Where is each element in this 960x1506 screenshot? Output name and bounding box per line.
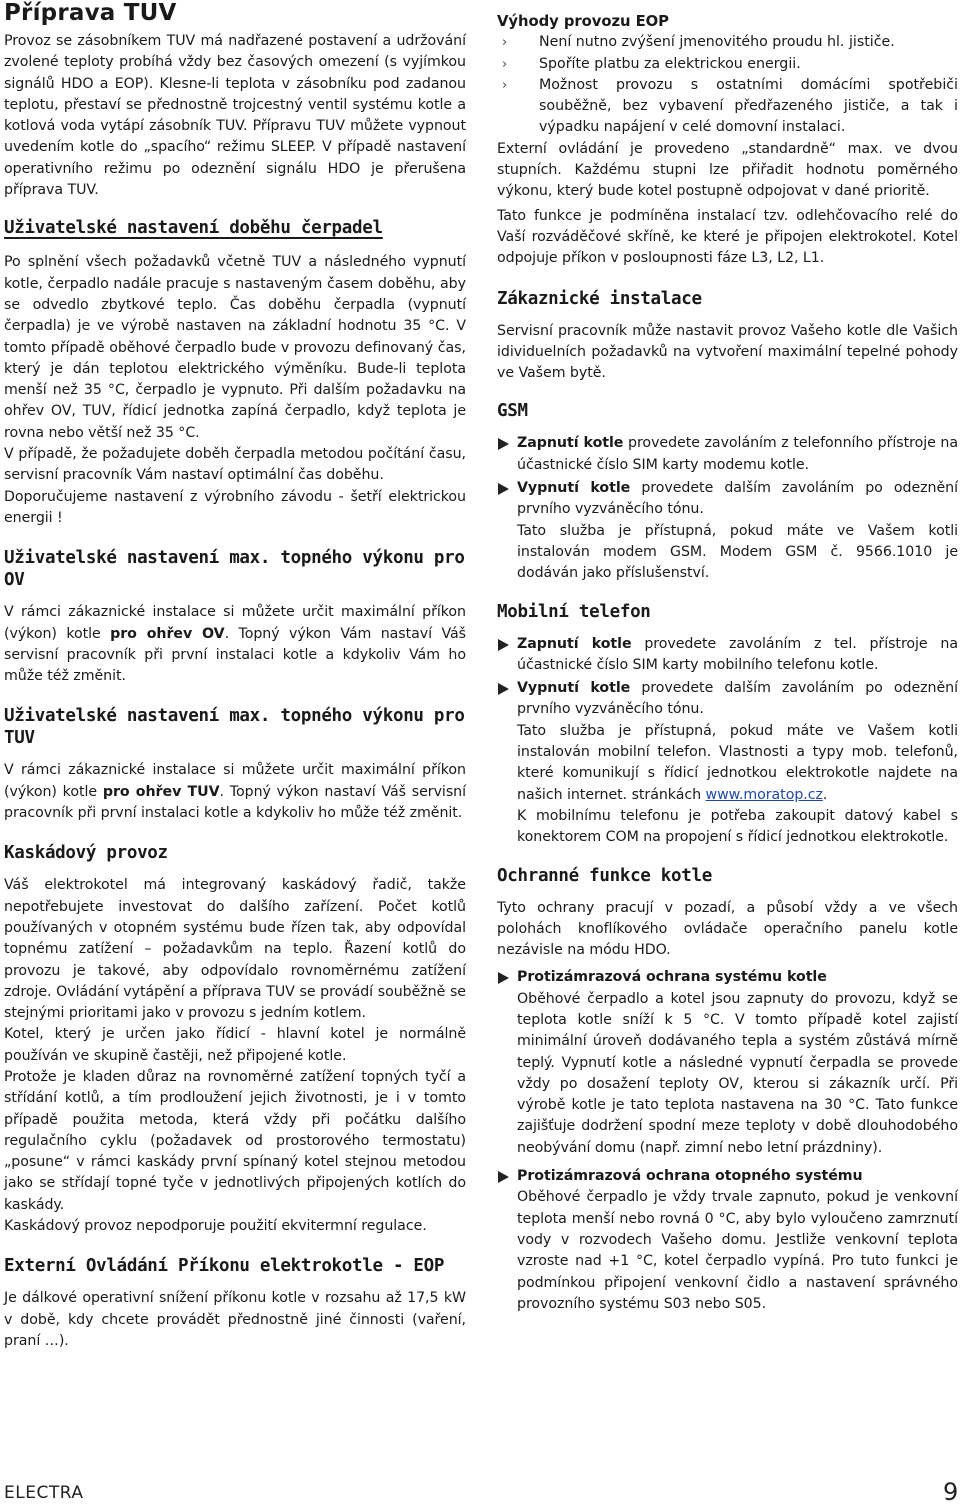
pump-paragraph-3: Doporučujeme nastavení z výrobního závodu - šetří elektrickou energii ! xyxy=(4,488,466,526)
right-column xyxy=(497,0,958,1315)
triangle-bullet-icon xyxy=(498,438,509,450)
triangle-bullet-icon xyxy=(498,972,509,984)
pump-settings-heading: Uživatelské nastavení doběhu čerpadel xyxy=(4,218,383,239)
heating-antifreeze-item: Protizámrazová ochrana otopného systému Oběhové čerpadlo je vždy trvale zapnuto, pokud je venkovní teplota menší nebo rovná 0 °C, aby bylo vyloučeno zamrznutí vody v rozvodech Vašeho domu. Jestliže venkovní teplota vzroste nad +1 °C, kotel čerpadlo vypíná. Pro tuto funkci je podmínkou připojení venkovní čidlo a nastavení správného provozního systému S03 nebo S05. xyxy=(497,1166,958,1315)
protection-heading: Ochranné funkce kotle xyxy=(497,865,712,886)
cascade-paragraph-2: Kotel, který je určen jako řídicí - hlavní kotel je normálně používán ve skupině častěji, než připojené kotle. xyxy=(4,1026,466,1064)
cascade-paragraph-4: Kaskádový provoz nepodporuje použití ekvitermní regulace. xyxy=(4,1218,427,1235)
mobile-switch-off-item: Vypnutí kotle provedete dalším zavoláním po odeznění prvního vyzváněcího tónu. Tato služba je přístupná, pokud máte ve Vašem kotli instalován mobilní telefon. Vlastnosti a typy mob. telefonů, které komunikují s řídicí jednotkou elektrokotle najdete na našich internet. stránkách www.moratop.cz. K mobilnímu telefonu je potřeba zakoupit datový kabel s konektorem COM na propojení s řídicí jednotkou elektrokotle. xyxy=(497,678,958,848)
tuv-intro-paragraph: Provoz se zásobníkem TUV má nadřazené postavení a udržování zvolené teploty probíhá vždy bez časových omezení (s vyjímkou signálů HDO a EOP). Klesne-li teplota v zásobníku pod zadanou teplotu, přestaví se přednostně trojcestný ventil systému kotle a kotlová voda vytápí zásobník TUV. Přípravu TUV můžete vypnout uvedením kotle do „spacího“ režimu SLEEP. V případě nastavení operativního režimu po odeznění signálu HDO je přerušena příprava TUV. xyxy=(4,33,466,199)
triangle-bullet-icon xyxy=(498,1171,509,1183)
chevron-right-icon: › xyxy=(502,56,508,72)
protection-paragraph: Tyto ochrany pracují v pozadí, a působí vždy a ve všech polohách knoflíkového ovládače operačního panelu kotle nezávisle na módu HDO. xyxy=(497,899,958,959)
page-number: 9 xyxy=(943,1478,959,1506)
eop-benefits-heading: Výhody provozu EOP xyxy=(497,13,669,30)
page-title: Příprava TUV xyxy=(4,0,177,26)
ov-power-heading: Uživatelské nastavení max. topného výkonu pro OV xyxy=(4,548,465,591)
chevron-right-icon: › xyxy=(502,77,508,93)
eop-benefits-list xyxy=(497,32,958,138)
pump-paragraph-2: V případě, že požadujete doběh čerpadla metodou počítání času, servisní pracovník Vám nastaví optimální čas doběhu. xyxy=(4,446,466,484)
mobile-switch-on-item: Zapnutí kotle provedete zavoláním z tel. přístroje na účastnické číslo SIM karty mobilního telefonu kotle. xyxy=(497,634,958,677)
eop-external-paragraph: Externí ovládání je provedeno „standardně“ max. ve dvou stupních. Každému stupni lze přiřadit hodnotu poměrného výkonu, který bude kotel postupně odpojovat v dané prioritě. xyxy=(497,140,958,200)
eop-heading: Externí Ovládání Příkonu elektrokotle - EOP xyxy=(4,1256,445,1277)
customer-install-heading: Zákaznické instalace xyxy=(497,288,702,309)
triangle-bullet-icon xyxy=(498,483,509,495)
tuv-power-paragraph: V rámci zákaznické instalace si můžete určit maximální příkon (výkon) kotle pro ohřev TUV. Topný výkon nastaví Váš servisní pracovník při první instalaci kotle a kdykoliv ho může též změnit. xyxy=(4,762,467,822)
cascade-paragraph-1: Váš elektrokotel má integrovaný kaskádový řadič, takže nepotřebujete investovat do dalšího zařízení. Počet kotlů používaných v otopném systému bude řízen tak, aby odpovídal topnému zatížení – požadavkům na teplo. Řazení kotlů do provozu je takové, aby odpovídalo rovnoměrnému zatížení zdroje. Ovládání vytápění a příprava TUV se provádí souběžně se stejnými prioritami jako v provozu s jedním kotlem. xyxy=(4,877,466,1022)
boiler-antifreeze-item: Protizámrazová ochrana systému kotle Oběhové čerpadlo a kotel jsou zapnuty do provozu, když se teplota kotle sníží k 5 °C. V tomto případě kotel zajistí minimální úroveň dodávaného tepla a systém zůstává mírně teplý. Vypnutí kotle a následné vypnutí čerpadla se provede vždy po dosažení teploty OV, kterou si zákazník určí. Při výrobě kotle je tato teplota nastavena na 30 °C. Tato funkce zajišťuje dodržení spodní meze teploty v době dlouhodobého neobývání domu (např. zimní nebo letní prázdniny). xyxy=(497,967,958,1159)
list-item: › Není nutno zvýšení jmenovitého proudu hl. jističe. xyxy=(497,32,958,53)
left-column xyxy=(4,0,466,1352)
chevron-right-icon: › xyxy=(502,35,508,51)
ov-power-paragraph: V rámci zákaznické instalace si můžete určit maximální příkon (výkon) kotle pro ohřev OV. Topný výkon Vám nastaví Váš servisní pracovník při první instalaci kotle a kdykoliv Vám ho může též změnit. xyxy=(4,604,467,685)
website-link[interactable]: www.moratop.cz xyxy=(705,786,823,803)
cascade-heading: Kaskádový provoz xyxy=(4,843,168,864)
cascade-paragraph-3: Protože je kladen důraz na rovnoměrné zatížení topných tyčí a střídání kotlů, a tím prodloužení jejich životnosti, je i v tomto případě použita metoda, která vždy při počátku dalšího regulačního cyklu (požadavek od prostorového termostatu) „posune“ v rámci kaskády první spínaný kotel stejnou metodou jako se střídají topné tyče v jednotlivých připojených kotlích do kaskády. xyxy=(4,1068,466,1213)
triangle-bullet-icon xyxy=(498,639,509,651)
pump-paragraph-1: Po splnění všech požadavků včetně TUV a následného vypnutí kotle, čerpadlo nadále pracuje s nastaveným časem doběhu, aby se odvedlo zbytkové teplo. Čas doběhu čerpadla (vypnutí čerpadla) je ve výrobě nastaven na základní hodnotu 35 °C. V tomto případě oběhové čerpadlo bude v provozu definovaný čas, který je dán teplotou elektrického výměníku. Bude-li teplota menší než 35 °C, čerpadlo je vypnuto. Při dalším požadavku na ohřev OV, TUV, řídicí jednotka zapíná čerpadlo, když teplota je rovna nebo větší než 35 °C. xyxy=(4,254,466,441)
mobile-phone-heading: Mobilní telefon xyxy=(497,601,651,622)
customer-install-paragraph: Servisní pracovník může nastavit provoz Vašeho kotle dle Vašich idividuelních požadavků na vytvoření maximální tepelné pohody ve Vašem bytě. xyxy=(497,322,958,382)
list-item: › Možnost provozu s ostatními domácími spotřebiči souběžně, bez vybavení předřazeného jističe, a tak i výpadku napájení v celé domovní instalaci. xyxy=(502,76,958,136)
gsm-heading: GSM xyxy=(497,401,528,422)
eop-paragraph: Je dálkové operativní snížení příkonu kotle v rozsahu až 17,5 kW v době, kdy chcete provádět přednostně jiné činnosti (vaření, praní …). xyxy=(4,1290,466,1349)
eop-relay-paragraph: Tato funkce je podmíněna instalací tzv. odlehčovacího relé do Vaší rozváděčové skříně, ke které je připojen elektrokotel. Kotel odpojuje příkon v posloupnosti fáze L3, L2, L1. xyxy=(497,207,958,267)
triangle-bullet-icon xyxy=(498,683,509,695)
footer-brand: ELECTRA xyxy=(4,1483,84,1503)
tuv-power-heading: Uživatelské nastavení max. topného výkonu pro TUV xyxy=(4,706,465,749)
list-item: › Spoříte platbu za elektrickou energii. xyxy=(497,54,958,75)
gsm-switch-off-item: Vypnutí kotle provedete dalším zavoláním po odeznění prvního vyzváněcího tónu. Tato služba je přístupná, pokud máte ve Vašem kotli instalován modem GSM. Modem GSM č. 9566.1010 je dodáván jako příslušenství. xyxy=(497,478,958,584)
gsm-switch-on-item: Zapnutí kotle provedete zavoláním z telefonního přístroje na účastnické číslo SIM karty modemu kotle. xyxy=(497,433,958,476)
